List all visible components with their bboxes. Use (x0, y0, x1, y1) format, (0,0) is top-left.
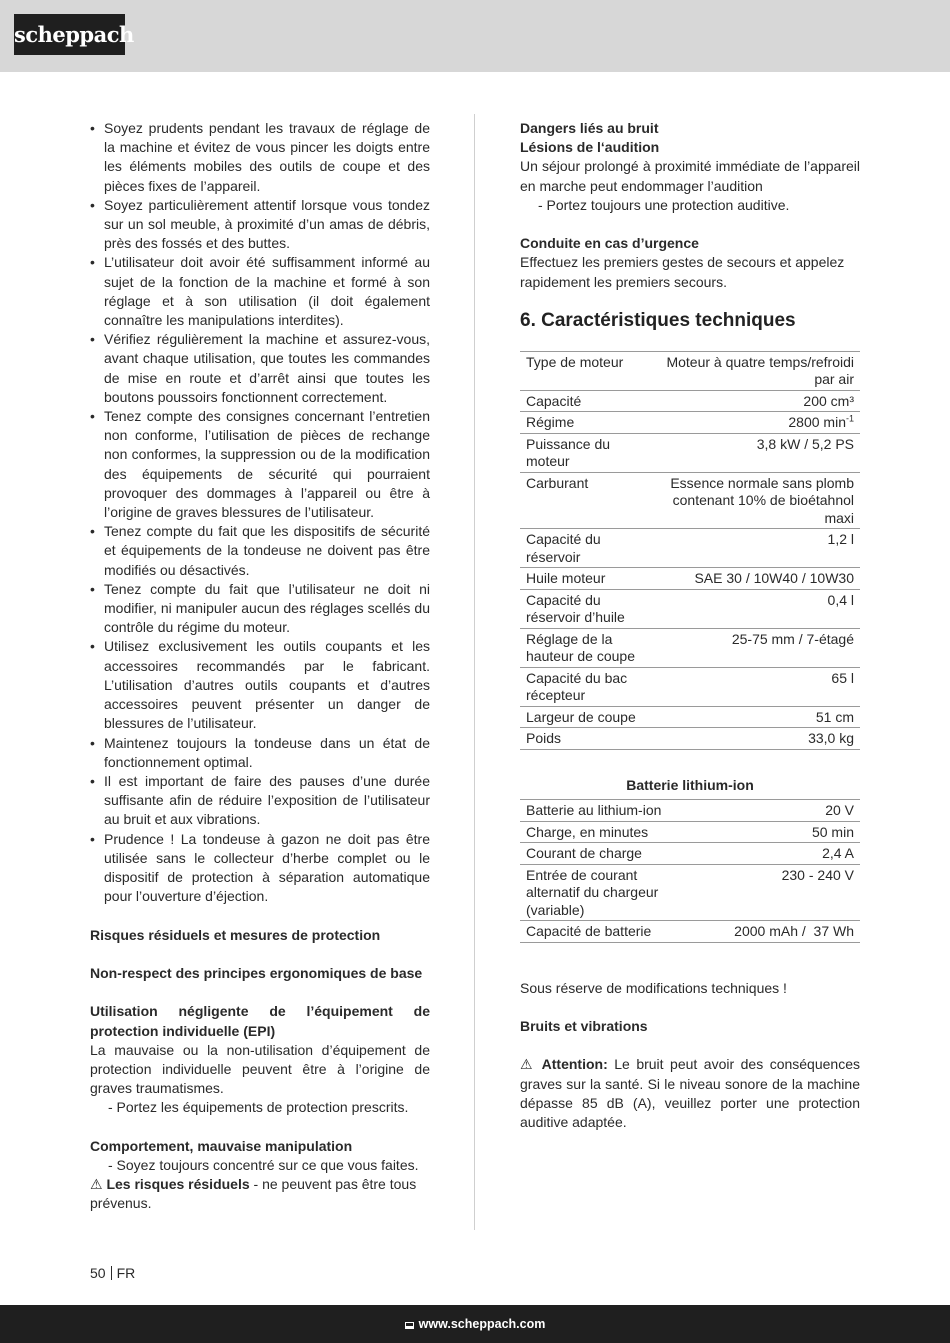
spec-label: Réglage de la hauteur de coupe (520, 628, 650, 667)
attention-label: Attention: (541, 1056, 608, 1073)
table-row (520, 728, 860, 750)
spec-value (650, 412, 860, 434)
battery-value: 230 - 240 V (692, 864, 860, 921)
spec-value: 1,2 l (650, 529, 860, 568)
spec-value: Moteur à quatre temps/refroidi par air (650, 351, 860, 390)
battery-value: 2000 mAh / 37 Wh (692, 921, 860, 943)
list-item: • Tenez compte des consignes concernant l’entretien non conforme, l’utilisation de pièces de rechange non conformes, la suppression ou de la modification des équipements de sécurité qui pourraient provoquer des dommages à l’appareil ou être à l’origine de graves blessures de l’utilisateur. (90, 407, 430, 522)
table-row (520, 433, 860, 472)
language-code: FR (116, 1265, 136, 1281)
reserve-text: Sous réserve de modifications techniques ! (520, 979, 787, 996)
battery-label: Capacité de batterie (520, 921, 692, 943)
specs-table (520, 351, 860, 750)
safety-bullet-list (90, 119, 430, 906)
residual-warning-text: - ne peuvent pas être tous prévenus. (90, 1176, 417, 1212)
emergency-text: Effectuez les premiers gestes de secours et appelez rapidement les premiers secours. (520, 254, 845, 290)
table-row (520, 628, 860, 667)
emergency-heading: Conduite en cas d’urgence (520, 235, 699, 252)
epi-text: La mauvaise ou la non-utilisation d’équipement de protection individuelle peuvent être à l’origine de graves traumatismes. (90, 1041, 430, 1097)
epi-instruction: - Portez les équipements de protection prescrits. (108, 1099, 409, 1116)
table-row (520, 472, 860, 529)
epi-heading: Utilisation négligente de l’équipement de protection individuelle (EPI) (90, 1003, 430, 1039)
spec-value: 200 cm³ (650, 390, 860, 412)
page-number (90, 1264, 135, 1283)
list-item: • Il est important de faire des pauses d’une durée suffisante afin de réduire l’exposition de l’utilisateur au bruit et aux vibrations. (90, 772, 430, 830)
header-band (0, 0, 950, 72)
scheppach-logo: scheppach (14, 14, 125, 55)
list-item: • Soyez particulièrement attentif lorsque vous tondez sur un sol meuble, à proximité d’un amas de débris, près des fossés et des buttes. (90, 196, 430, 254)
spec-label: Type de moteur (520, 351, 650, 390)
list-item: • Tenez compte du fait que les dispositifs de sécurité et équipements de la tondeuse ne doivent pas être modifiés ou désactivés. (90, 522, 430, 580)
spec-value: 33,0 kg (650, 728, 860, 750)
spec-label: Capacité du réservoir (520, 529, 650, 568)
table-row (520, 568, 860, 590)
list-item: • Maintenez toujours la tondeuse dans un état de fonctionnement optimal. (90, 734, 430, 772)
residual-warning-bold: Les risques résiduels (106, 1176, 250, 1193)
battery-value: 20 V (692, 800, 860, 822)
spec-value: SAE 30 / 10W40 / 10W30 (650, 568, 860, 590)
vibration-heading: Bruits et vibrations (520, 1017, 648, 1034)
list-item: • Tenez compte du fait que l’utilisateur ne doit ni modifier, ni manipuler aucun des réglages scellés du contrôle du régime du moteur. (90, 580, 430, 638)
table-row (520, 800, 860, 822)
battery-value: 50 min (692, 821, 860, 843)
battery-label: Courant de charge (520, 843, 692, 865)
behavior-instruction: - Soyez toujours concentré sur ce que vous faites. (108, 1156, 419, 1173)
list-item: • L’utilisateur doit avoir été suffisamment informé au sujet de la fonction de la machine et formé à son réglage et à son utilisation (il doit également connaître les manipulations interdites). (90, 253, 430, 330)
spec-label: Capacité du réservoir d’huile (520, 589, 650, 628)
noise-heading: Dangers liés au bruit (520, 120, 659, 136)
spec-label: Capacité (520, 390, 650, 412)
table-row (520, 351, 860, 390)
spec-label: Carburant (520, 472, 650, 529)
table-row (520, 412, 860, 434)
table-row (520, 589, 860, 628)
spec-value: Essence normale sans plomb contenant 10% de bioétahnol maxi (650, 472, 860, 529)
hearing-instruction: - Portez toujours une protection auditive. (538, 196, 790, 213)
spec-label: Puissance du moteur (520, 433, 650, 472)
spec-value-sup: -1 (845, 413, 854, 424)
battery-label: Charge, en minutes (520, 821, 692, 843)
table-row (520, 529, 860, 568)
warning-icon: ⚠ (90, 1176, 103, 1193)
warning-icon: ⚠ (520, 1056, 536, 1073)
spec-label: Largeur de coupe (520, 706, 650, 728)
table-row (520, 843, 860, 865)
battery-table (520, 799, 860, 943)
table-row (520, 706, 860, 728)
footer-band (0, 1305, 950, 1343)
spec-value: 65 l (650, 667, 860, 706)
computer-icon (405, 1322, 414, 1329)
right-column (520, 119, 860, 1132)
page-number-value: 50 (90, 1265, 106, 1281)
footer-url-text: www.scheppach.com (418, 1317, 546, 1331)
battery-label: Entrée de courant alternatif du chargeur (variable) (520, 864, 692, 921)
footer-link[interactable] (0, 1315, 950, 1333)
residual-risks-heading: Risques résiduels et mesures de protection (90, 926, 381, 943)
spec-label: Poids (520, 728, 650, 750)
spec-value: 51 cm (650, 706, 860, 728)
table-row (520, 864, 860, 921)
table-row (520, 821, 860, 843)
table-row (520, 921, 860, 943)
list-item: • Soyez prudents pendant les travaux de réglage de la machine et évitez de vous pincer les doigts entre les éléments mobiles des outils de coupe et des pièces fixes de l’appareil. (90, 119, 430, 196)
battery-value: 2,4 A (692, 843, 860, 865)
hearing-text: Un séjour prolongé à proximité immédiate de l’appareil en marche peut endommager l’audition (520, 158, 860, 194)
hearing-heading: Lésions de l‘audition (520, 139, 660, 156)
spec-value: 0,4 l (650, 589, 860, 628)
spec-value-text: 2800 min (788, 414, 846, 431)
attention-text: Le bruit peut avoir des conséquences graves sur la santé. Si le niveau sonore de la machine dépasse 85 dB (A), veuillez porter une protection auditive adaptée. (520, 1056, 860, 1130)
battery-caption: Batterie lithium-ion (626, 776, 754, 793)
table-row (520, 667, 860, 706)
list-item: • Prudence ! La tondeuse à gazon ne doit pas être utilisée sans le collecteur d’herbe complet ou le dispositif de protection à séparation automatique pour l’ouverture d’éjection. (90, 830, 430, 907)
attention-paragraph (520, 1055, 860, 1132)
battery-label: Batterie au lithium-ion (520, 800, 692, 822)
residual-warning (90, 1175, 430, 1213)
spec-label: Régime (520, 412, 650, 434)
spec-value: 25-75 mm / 7-étagé (650, 628, 860, 667)
behavior-heading: Comportement, mauvaise manipulation (90, 1137, 353, 1154)
table-row (520, 390, 860, 412)
spec-value: 3,8 kW / 5,2 PS (650, 433, 860, 472)
list-item: • Utilisez exclusivement les outils coupants et les accessoires recommandés par le fabricant. L’utilisation d’autres outils coupants et d’autres accessoires peuvent présenter un danger de blessures de l’utilisateur. (90, 637, 430, 733)
spec-label: Capacité du bac récepteur (520, 667, 650, 706)
column-divider (474, 114, 475, 1230)
page-number-separator (111, 1266, 112, 1280)
spec-label: Huile moteur (520, 568, 650, 590)
ergonomic-heading: Non-respect des principes ergonomiques de base (90, 964, 423, 981)
section-title: 6. Caractéristiques techniques (520, 309, 796, 331)
left-column (90, 119, 430, 1214)
list-item: • Vérifiez régulièrement la machine et assurez-vous, avant chaque utilisation, que toutes les commandes de mise en route et d’arrêt ainsi que toutes les boutons poussoirs fonctionnent correctement. (90, 330, 430, 407)
